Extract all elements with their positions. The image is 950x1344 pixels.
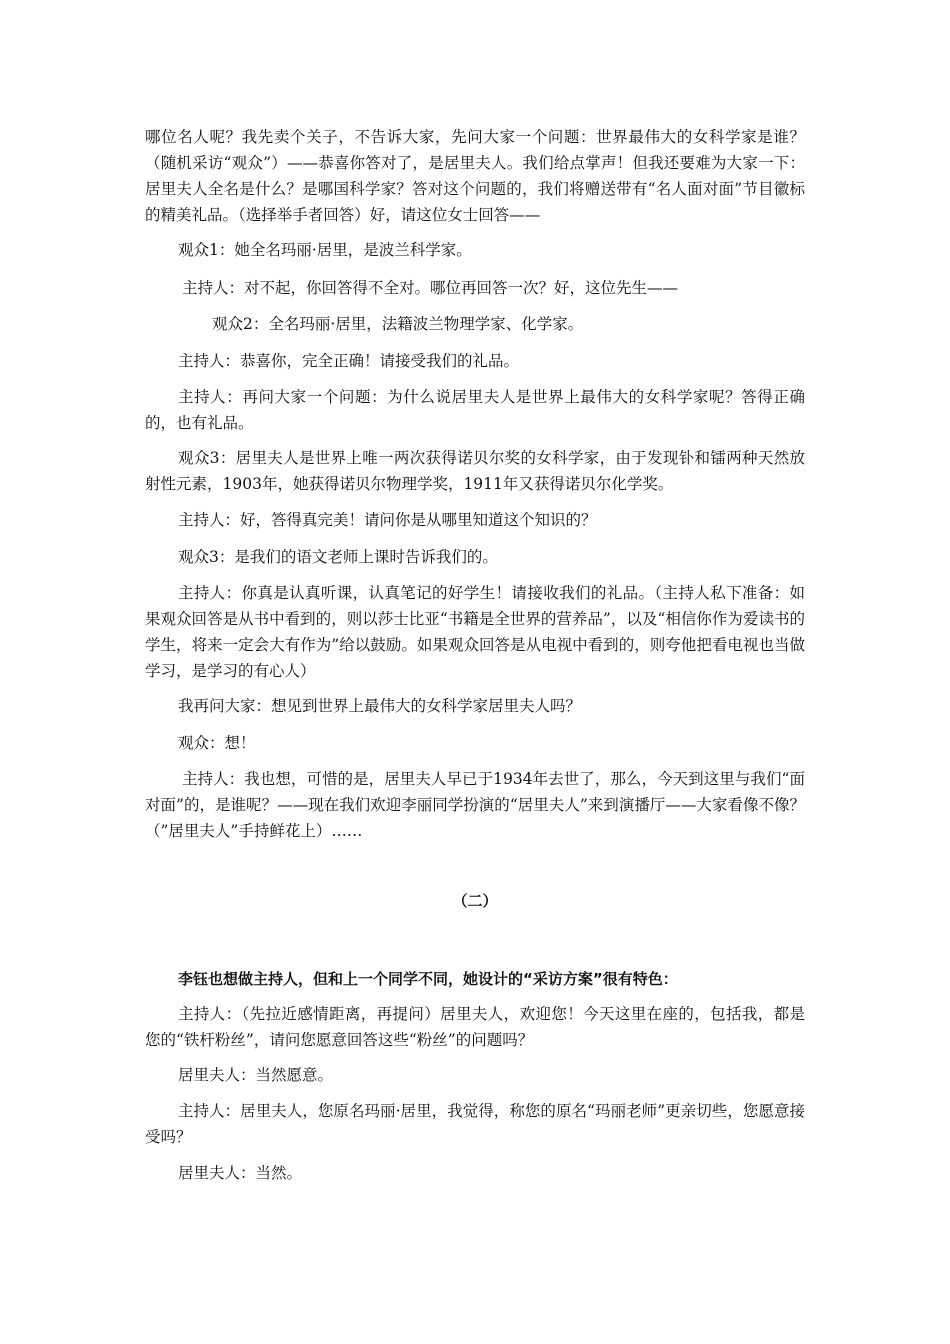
paragraph-host-5: 主持人：你真是认真听课，认真笔记的好学生！请接收我们的礼品。（主持人私下准备：如果观众回答是从书中看到的，则以莎士比亚“书籍是全世界的营养品”，以及“相信你作为爱读书的学生，将来一定会大有作为”给以鼓励。如果观众回答是从电视中看到的，则夸他把看电视也当做学习，是学习的有心人）: [145, 584, 805, 680]
section-heading: （二）: [452, 892, 498, 910]
paragraph-host-1: 主持人：对不起，你回答得不全对。哪位再回答一次？好，这位先生——: [182, 279, 679, 297]
paragraph-host-7: 主持人：我也想，可惜的是，居里夫人早已于1934年去世了，那么，今天到这里与我们“面对面”的，是谁呢？——现在我们欢迎李丽同学扮演的“居里夫人”来到演播厅——大家看像不像？（”居里夫人”手持鲜花上）……: [145, 770, 805, 840]
paragraph-intro: 哪位名人呢？我先卖个关子，不告诉大家，先问大家一个问题：世界最伟大的女科学家是谁？（随机采访“观众”）——恭喜你答对了，是居里夫人。我们给点掌声！但我还要难为大家一下：居里夫人全名是什么？是哪国科学家？答对这个问题的，我们将赠送带有“名人面对面”节目徽标的精美礼品。（选择举手者回答）好，请这位女士回答——: [145, 128, 805, 224]
paragraph-host-3: 主持人：再问大家一个问题：为什么说居里夫人是世界上最伟大的女科学家呢？答得正确的，也有礼品。: [145, 388, 805, 432]
paragraph-section-curie-2: 居里夫人：当然。: [178, 1164, 303, 1182]
paragraph-host-2: 主持人：恭喜你，完全正确！请接受我们的礼品。: [178, 352, 520, 370]
paragraph-audience-2: 观众2：全名玛丽·居里，法籍波兰物理学家、化学家。: [212, 315, 584, 333]
paragraph-audience-1: 观众1：她全名玛丽·居里，是波兰科学家。: [178, 241, 472, 259]
section-lead: 李钰也想做主持人，但和上一个同学不同，她设计的“采访方案”很有特色：: [178, 970, 678, 988]
paragraph-section-host-2: 主持人：居里夫人，您原名玛丽·居里，我觉得，称您的原名“玛丽老师”更亲切些，您愿意接受吗？: [145, 1102, 805, 1146]
paragraph-section-host-1: 主持人：（先拉近感情距离，再提问）居里夫人，欢迎您！今天这里在座的，包括我，都是您的“铁杆粉丝”，请问您愿意回答这些“粉丝”的问题吗？: [145, 1005, 805, 1049]
paragraph-host-6: 我再问大家：想见到世界上最伟大的女科学家居里夫人吗？: [178, 697, 582, 715]
paragraph-host-4: 主持人：好，答得真完美！请问你是从哪里知道这个知识的？: [178, 511, 597, 529]
paragraph-section-curie-1: 居里夫人：当然愿意。: [178, 1066, 334, 1084]
paragraph-audience-3: 观众3：居里夫人是世界上唯一两次获得诺贝尔奖的女科学家，由于发现钋和镭两种天然放射性元素，1903年，她获得诺贝尔物理学奖，1911年又获得诺贝尔化学奖。: [145, 449, 805, 493]
paragraph-audience-4: 观众：想！: [178, 734, 256, 752]
paragraph-audience-3b: 观众3：是我们的语文老师上课时告诉我们的。: [178, 548, 498, 566]
